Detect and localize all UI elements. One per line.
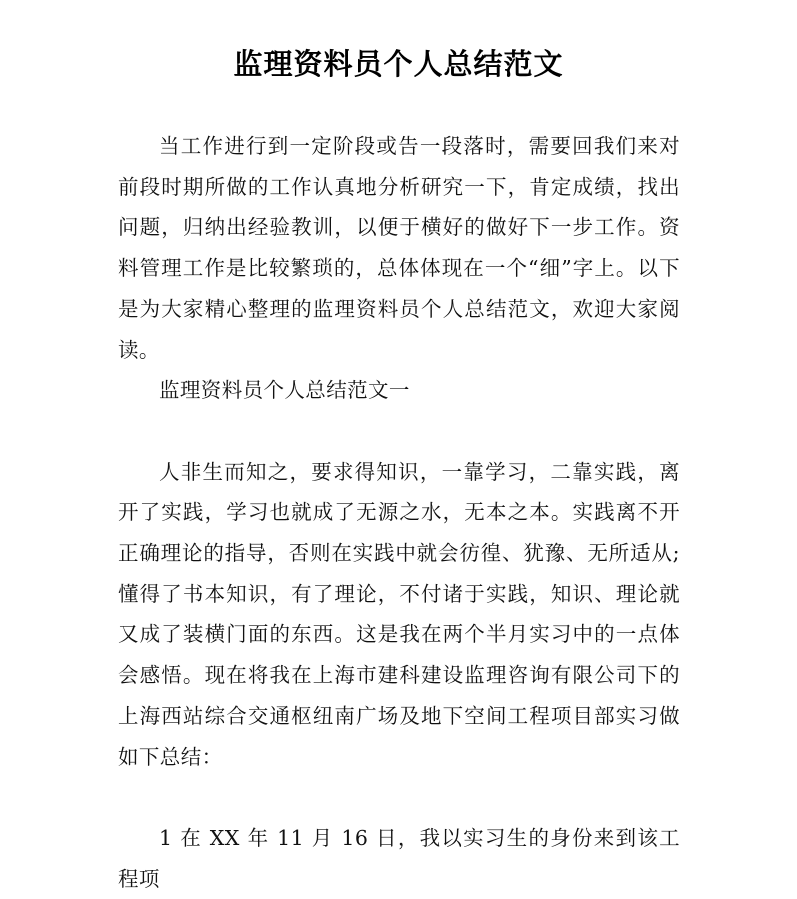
paragraph-spacer: [118, 411, 680, 452]
document-body: [118, 126, 680, 899]
paragraph-spacer: [118, 777, 680, 818]
intro-paragraph: 当工作进行到一定阶段或告一段落时，需要回我们来对前段时期所做的工作认真地分析研究一下，肯定成绩，找出问题，归纳出经验教训，以便于横好的做好下一步工作。资料管理工作是比较繁琐的，总体体现在一个“细”字上。以下是为大家精心整理的监理资料员个人总结范文，欢迎大家阅读。: [118, 134, 680, 362]
section-heading: 监理资料员个人总结范文一: [159, 378, 410, 403]
numbered-paragraph: 1 在 XX 年 11 月 16 日，我以实习生的身份来到该工程项: [118, 825, 680, 891]
document-title: 监理资料员个人总结范文: [233, 47, 564, 81]
practice-paragraph: 人非生而知之，要求得知识，一靠学习，二靠实践，离开了实践，学习也就成了无源之水，无本之本。实践离不开正确理论的指导，否则在实践中就会彷徨、犹豫、无所适从;懂得了书本知识，有了理论，不付诸于实践，知识、理论就又成了装横门面的东西。这是我在两个半月实习中的一点体会感悟。现在将我在上海市建科建设监理咨询有限公司下的上海西站综合交通枢纽南广场及地下空间工程项目部实习做如下总结：: [118, 459, 680, 769]
